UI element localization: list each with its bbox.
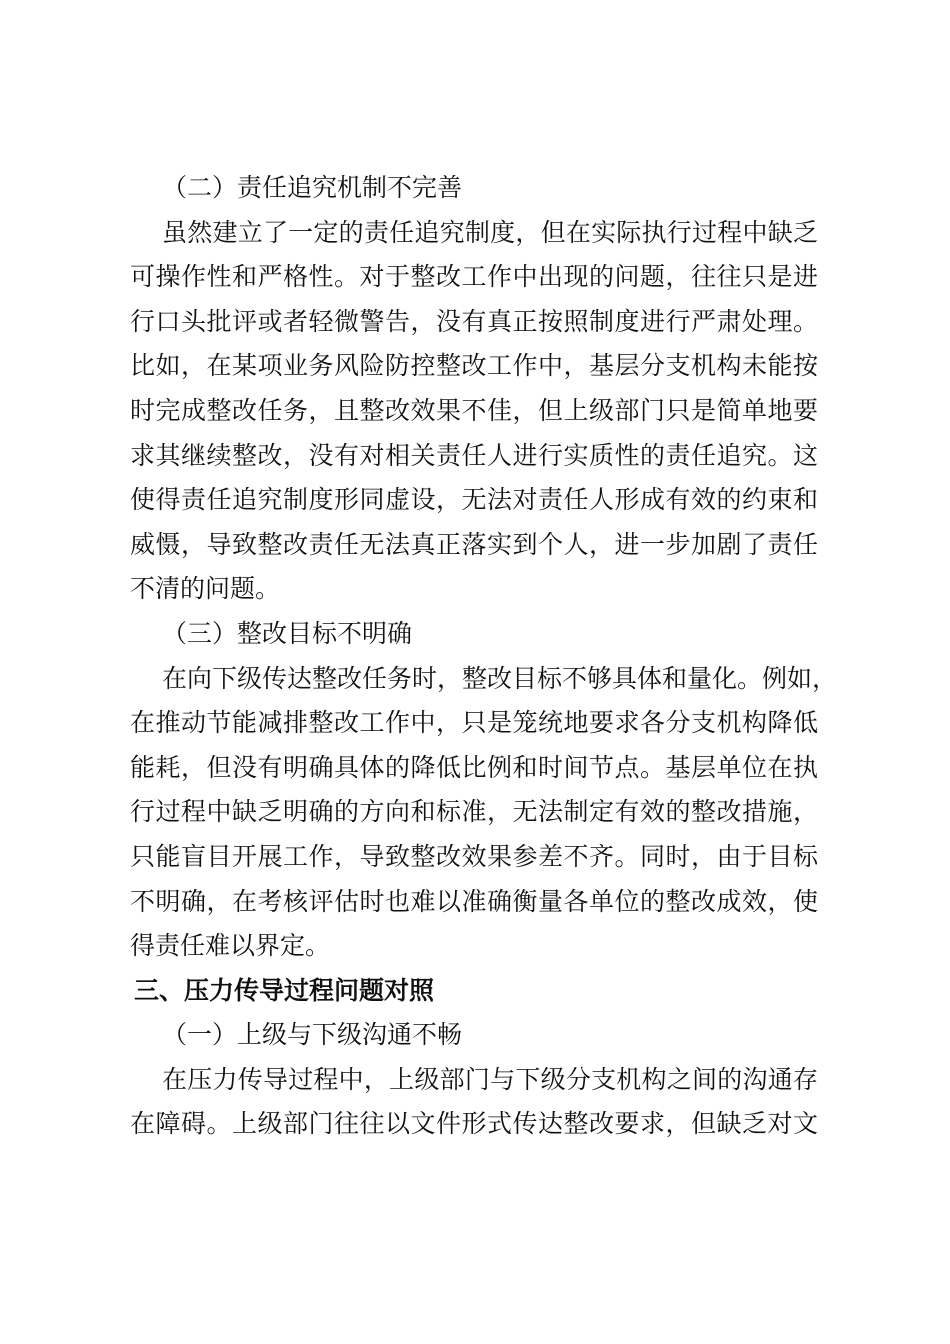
section-subheading: （二）责任追究机制不完善: [162, 173, 463, 202]
paragraph-line: 在向下级传达整改任务时，整改目标不够具体和量化。例如，: [162, 663, 838, 693]
paragraph-line: 行过程中缺乏明确的方向和标准，无法制定有效的整改措施，: [130, 797, 818, 827]
paragraph-line: 不清的问题。: [130, 574, 281, 604]
paragraph-line: 虽然建立了一定的责任追究制度，但在实际执行过程中缺乏: [162, 217, 818, 247]
paragraph-line: 比如，在某项业务风险防控整改工作中，基层分支机构未能按: [130, 351, 818, 381]
paragraph-line: 威慑，导致整改责任无法真正落实到个人，进一步加剧了责任: [130, 529, 818, 559]
paragraph-line: 使得责任追究制度形同虚设，无法对责任人形成有效的约束和: [130, 485, 818, 515]
paragraph-line: 行口头批评或者轻微警告，没有真正按照制度进行严肃处理。: [130, 306, 818, 336]
section-heading: 三、压力传导过程问题对照: [134, 975, 435, 1005]
paragraph-line: 得责任难以界定。: [130, 931, 331, 961]
section-subheading: （一）上级与下级沟通不畅: [162, 1020, 463, 1050]
paragraph-line: 求其继续整改，没有对相关责任人进行实质性的责任追究。这: [130, 440, 818, 470]
paragraph-line: 在推动节能减排整改工作中，只是笼统地要求各分支机构降低: [130, 708, 818, 738]
paragraph-line: 能耗，但没有明确具体的降低比例和时间节点。基层单位在执: [130, 752, 818, 782]
section-subheading: （三）整改目标不明确: [162, 618, 413, 648]
document-page: [130, 166, 838, 1147]
paragraph-line: 只能盲目开展工作，导致整改效果参差不齐。同时，由于目标: [130, 841, 818, 871]
paragraph-line: 在压力传导过程中，上级部门与下级分支机构之间的沟通存: [162, 1064, 818, 1094]
paragraph-line: 可操作性和严格性。对于整改工作中出现的问题，往往只是进: [130, 262, 818, 292]
paragraph-line: 不明确，在考核评估时也难以准确衡量各单位的整改成效，使: [130, 886, 818, 916]
paragraph-line: 时完成整改任务，且整改效果不佳，但上级部门只是简单地要: [130, 395, 818, 425]
paragraph-line: 在障碍。上级部门往往以文件形式传达整改要求，但缺乏对文: [130, 1109, 818, 1139]
